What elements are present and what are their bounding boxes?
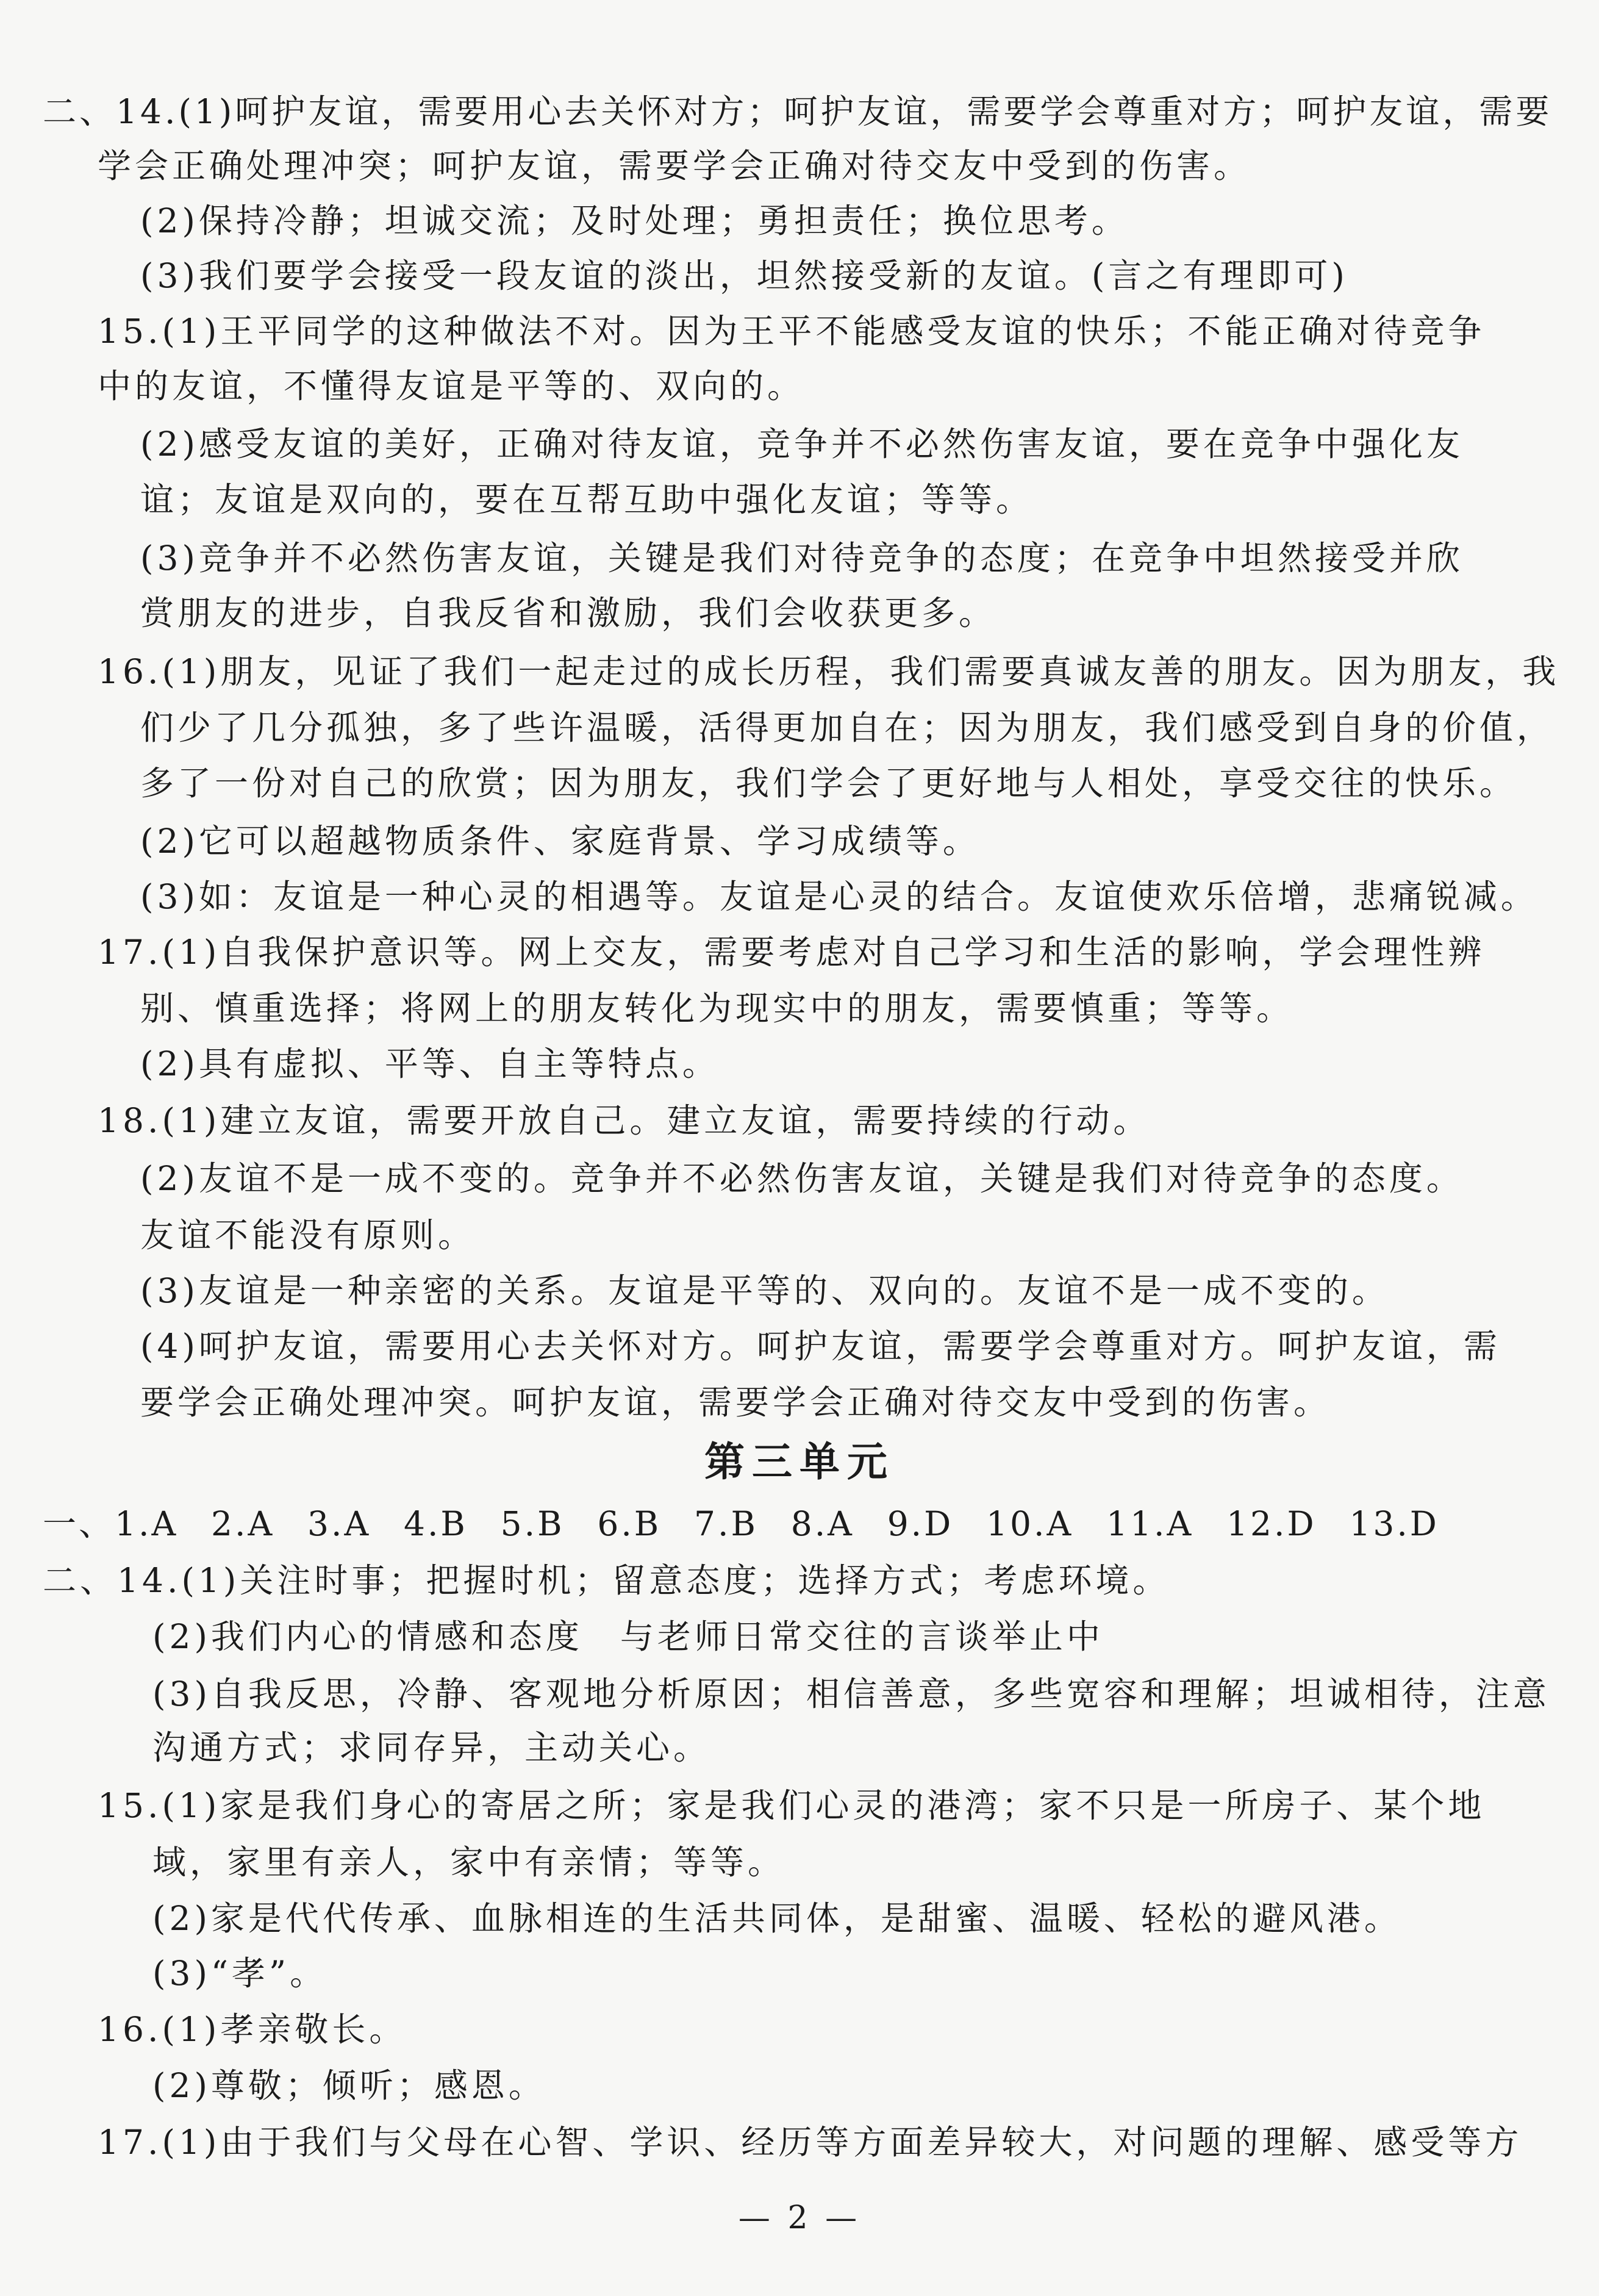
mc-answer: 10.A bbox=[986, 1504, 1074, 1543]
section-title: 第三单元 bbox=[704, 1438, 895, 1485]
text-line: (2)尊敬；倾听；感恩。 bbox=[152, 2066, 546, 2105]
mc-answer: 12.D bbox=[1226, 1504, 1317, 1543]
text-line: 18.(1)建立友谊，需要开放自己。建立友谊，需要持续的行动。 bbox=[98, 1101, 1151, 1140]
text-line: (3)我们要学会接受一段友谊的淡出，坦然接受新的友谊。(言之有理即可) bbox=[140, 256, 1348, 295]
mc-answer: 4.B bbox=[403, 1504, 468, 1543]
mc-answer: 一、1.A bbox=[43, 1504, 179, 1543]
text-line: 16.(1)朋友，见证了我们一起走过的成长历程，我们需要真诚友善的朋友。因为朋友，我 bbox=[98, 652, 1560, 691]
multiple-choice-answers bbox=[43, 1502, 1439, 1545]
text-line: (2)感受友谊的美好，正确对待友谊，竞争并不必然伤害友谊，要在竞争中强化友 bbox=[140, 425, 1464, 464]
text-line: (3)自我反思，冷静、客观地分析原因；相信善意，多些宽容和理解；坦诚相待，注意 bbox=[152, 1674, 1550, 1713]
text-line: (3)竞争并不必然伤害友谊，关键是我们对待竞争的态度；在竞争中坦然接受并欣 bbox=[140, 539, 1464, 578]
text-line: (2)它可以超越物质条件、家庭背景、学习成绩等。 bbox=[140, 822, 980, 861]
text-line: (4)呵护友谊，需要用心去关怀对方。呵护友谊，需要学会尊重对方。呵护友谊，需 bbox=[140, 1327, 1501, 1366]
text-line: (2)友谊不是一成不变的。竞争并不必然伤害友谊，关键是我们对待竞争的态度。 bbox=[140, 1159, 1464, 1198]
mc-answer: 8.A bbox=[790, 1504, 854, 1543]
text-line: (3)如：友谊是一种心灵的相遇等。友谊是心灵的结合。友谊使欢乐倍增，悲痛锐减。 bbox=[140, 877, 1538, 916]
page-number: — 2 — bbox=[738, 2200, 861, 2236]
text-line: 赏朋友的进步，自我反省和激励，我们会收获更多。 bbox=[140, 594, 996, 633]
mc-answer: 11.A bbox=[1106, 1504, 1194, 1543]
text-line: 学会正确处理冲突；呵护友谊，需要学会正确对待交友中受到的伤害。 bbox=[98, 146, 1251, 185]
text-line: (2)具有虚拟、平等、自主等特点。 bbox=[140, 1044, 720, 1083]
text-line: (2)我们内心的情感和态度 与老师日常交往的言谈举止中 bbox=[152, 1617, 1104, 1656]
text-line: (3)“孝”。 bbox=[152, 1954, 327, 1993]
text-line: 15.(1)王平同学的这种做法不对。因为王平不能感受友谊的快乐；不能正确对待竞争 bbox=[98, 312, 1486, 351]
text-line: 多了一份对自己的欣赏；因为朋友，我们学会了更好地与人相处，享受交往的快乐。 bbox=[140, 764, 1517, 803]
text-line: (2)保持冷静；坦诚交流；及时处理；勇担责任；换位思考。 bbox=[140, 201, 1129, 240]
text-line: 16.(1)孝亲敬长。 bbox=[98, 2010, 407, 2049]
text-line: 域，家里有亲人，家中有亲情；等等。 bbox=[152, 1843, 785, 1882]
text-line: 要学会正确处理冲突。呵护友谊，需要学会正确对待交友中受到的伤害。 bbox=[140, 1383, 1331, 1422]
mc-answer: 7.B bbox=[694, 1504, 758, 1543]
text-line: 17.(1)自我保护意识等。网上交友，需要考虑对自己学习和生活的影响，学会理性辨 bbox=[98, 933, 1486, 972]
text-line: 二、14.(1)呵护友谊，需要用心去关怀对方；呵护友谊，需要学会尊重对方；呵护友谊，需要 bbox=[43, 92, 1553, 131]
text-line: 中的友谊，不懂得友谊是平等的、双向的。 bbox=[98, 367, 805, 406]
text-line: 谊；友谊是双向的，要在互帮互助中强化友谊；等等。 bbox=[140, 480, 1034, 519]
mc-answer: 5.B bbox=[500, 1504, 565, 1543]
mc-answer: 9.D bbox=[887, 1504, 954, 1543]
text-line: 沟通方式；求同存异，主动关心。 bbox=[152, 1728, 711, 1767]
text-line: (3)友谊是一种亲密的关系。友谊是平等的、双向的。友谊不是一成不变的。 bbox=[140, 1271, 1389, 1310]
mc-answer: 13.D bbox=[1349, 1504, 1439, 1543]
text-line: 17.(1)由于我们与父母在心智、学识、经历等方面差异较大，对问题的理解、感受等方 bbox=[98, 2123, 1523, 2162]
mc-answer: 3.A bbox=[307, 1504, 371, 1543]
text-line: 友谊不能没有原则。 bbox=[140, 1216, 476, 1255]
text-line: 们少了几分孤独，多了些许温暖，活得更加自在；因为朋友，我们感受到自身的价值， bbox=[140, 708, 1554, 747]
text-line: 15.(1)家是我们身心的寄居之所；家是我们心灵的港湾；家不只是一所房子、某个地 bbox=[98, 1786, 1486, 1825]
text-line: (2)家是代代传承、血脉相连的生活共同体，是甜蜜、温暖、轻松的避风港。 bbox=[152, 1899, 1401, 1938]
text-line: 别、慎重选择；将网上的朋友转化为现实中的朋友，需要慎重；等等。 bbox=[140, 989, 1294, 1028]
mc-answer: 6.B bbox=[597, 1504, 662, 1543]
mc-answer: 2.A bbox=[210, 1504, 275, 1543]
text-line: 二、14.(1)关注时事；把握时机；留意态度；选择方式；考虑环境。 bbox=[43, 1561, 1170, 1600]
